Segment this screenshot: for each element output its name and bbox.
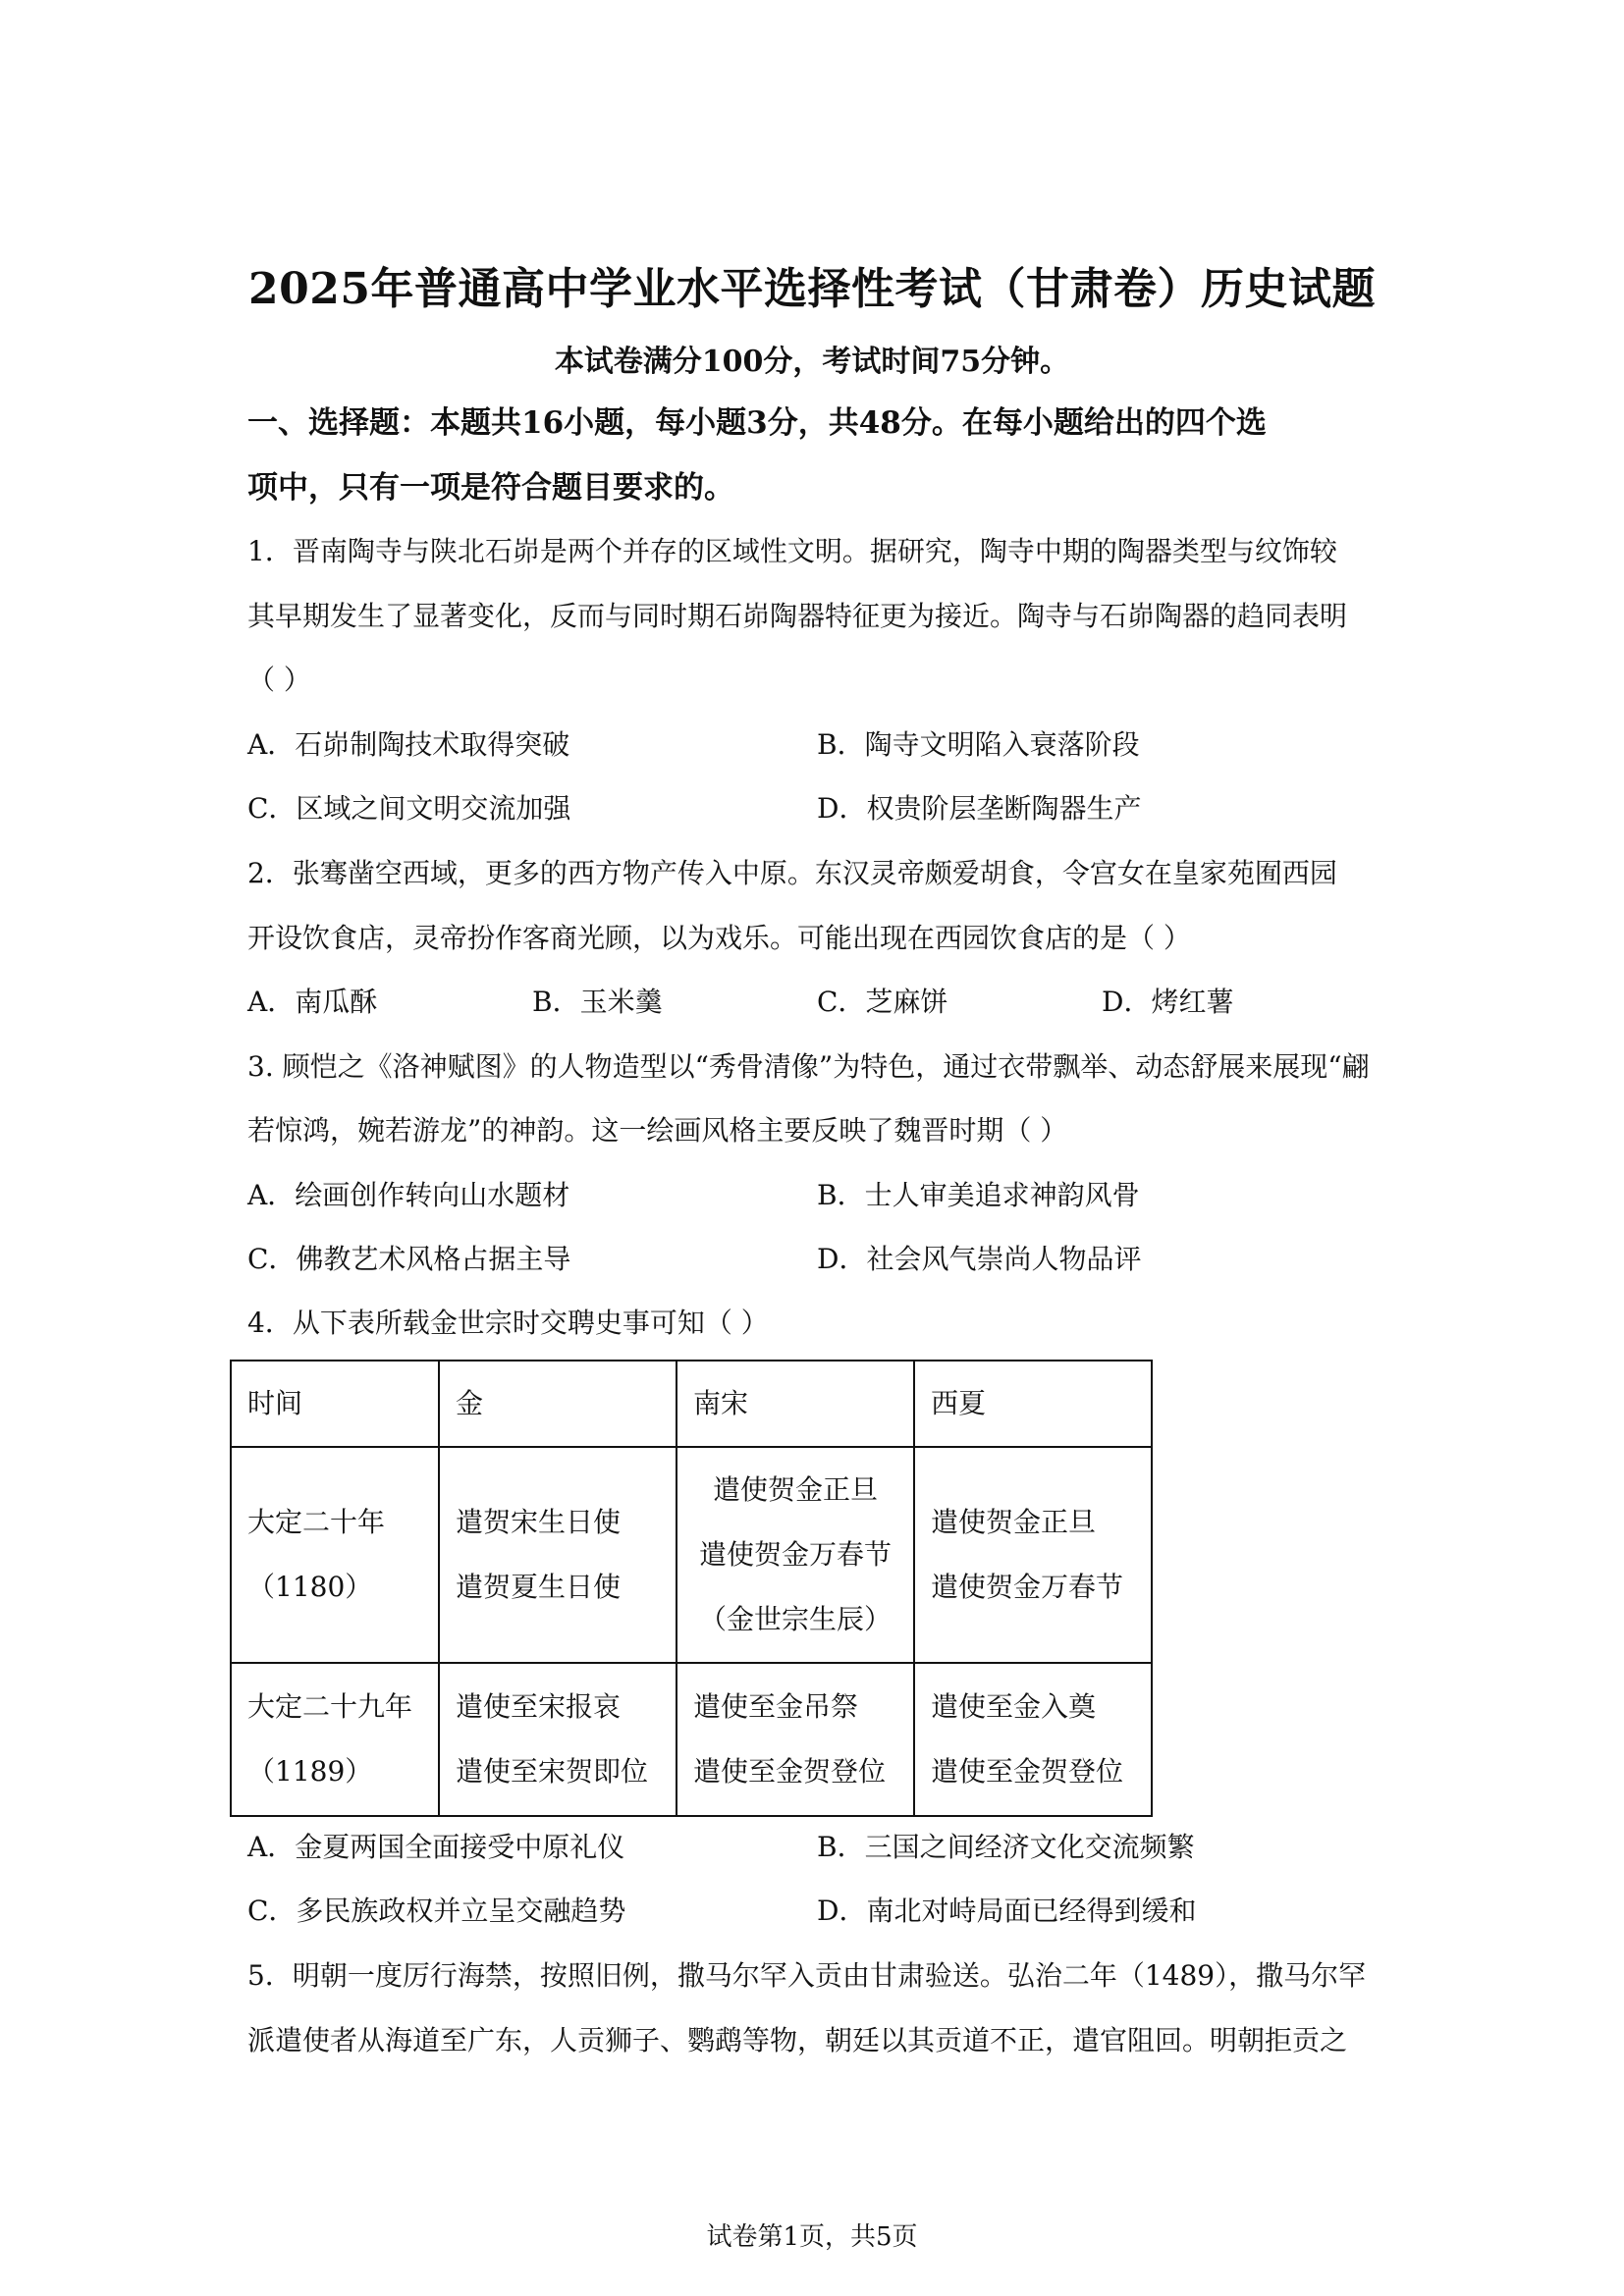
exam-title: 2025年普通高中学业水平选择性考试（甘肃卷）历史试题 <box>248 264 1376 314</box>
cell-line: 遣使至金吊祭 <box>693 1690 859 1723</box>
question-5-line-1: 5．明朝一度厉行海禁，按照旧例，撒马尔罕入贡由甘肃验送。弘治二年（1489），撒马尔罕 <box>247 1959 1367 1992</box>
cell-line: 遣使至金贺登位 <box>931 1755 1124 1788</box>
question-3-option-a: A．绘画创作转向山水题材 <box>247 1179 570 1211</box>
table-header-cell: 南宋 <box>677 1361 914 1447</box>
cell-line: 遣使至金入奠 <box>931 1690 1097 1723</box>
question-1-option-b: B．陶寺文明陷入衰落阶段 <box>817 728 1140 761</box>
question-4-option-a: A．金夏两国全面接受中原礼仪 <box>247 1831 625 1863</box>
question-3-line-1: 3. 顾恺之《洛神赋图》的人物造型以“秀骨清像”为特色，通过衣带飘举、动态舒展来展现“翩 <box>247 1050 1370 1083</box>
question-4-line-1: 4．从下表所载金世宗时交聘史事可知（ ） <box>247 1307 769 1339</box>
cell-line: 遣使贺金万春节 <box>931 1571 1124 1603</box>
section-heading-line-1: 一、选择题：本题共16小题，每小题3分，共48分。在每小题给出的四个选 <box>247 405 1267 441</box>
cell-line: 遣贺夏生日使 <box>456 1571 622 1603</box>
question-3-option-d: D．社会风气崇尚人物品评 <box>817 1243 1142 1275</box>
table-cell <box>439 1663 677 1816</box>
question-4-table <box>230 1360 1153 1817</box>
question-2-option-b: B．玉米羹 <box>532 986 663 1018</box>
question-3-option-c: C．佛教艺术风格占据主导 <box>247 1243 571 1275</box>
cell-line: 大定二十年 <box>247 1506 386 1538</box>
question-4-option-b: B．三国之间经济文化交流频繁 <box>817 1831 1195 1863</box>
table-cell <box>677 1663 914 1816</box>
question-2-option-a: A．南瓜酥 <box>247 986 378 1018</box>
table-row <box>231 1447 1152 1663</box>
question-1-option-c: C．区域之间文明交流加强 <box>247 792 571 825</box>
table-cell <box>231 1663 439 1816</box>
table-cell <box>677 1447 914 1663</box>
section-heading-line-2: 项中，只有一项是符合题目要求的。 <box>247 470 734 506</box>
question-4-option-d: D．南北对峙局面已经得到缓和 <box>817 1895 1197 1927</box>
cell-line: 遣使贺金正旦 <box>712 1473 878 1506</box>
question-1-option-d: D．权贵阶层垄断陶器生产 <box>817 792 1142 825</box>
table-header-cell: 西夏 <box>914 1361 1152 1447</box>
question-3-option-b: B．士人审美追求神韵风骨 <box>817 1179 1140 1211</box>
question-3-line-2: 若惊鸿，婉若游龙”的神韵。这一绘画风格主要反映了魏晋时期（ ） <box>247 1114 1068 1147</box>
cell-line: 遣贺宋生日使 <box>456 1506 622 1538</box>
cell-line: 遣使贺金正旦 <box>931 1506 1097 1538</box>
cell-line: （1189） <box>247 1755 373 1788</box>
cell-line: 遣使至宋贺即位 <box>456 1755 649 1788</box>
cell-line: （金世宗生辰） <box>698 1603 892 1635</box>
question-5-line-2: 派遣使者从海道至广东，人贡狮子、鹦鹉等物，朝廷以其贡道不正，遣官阻回。明朝拒贡之 <box>247 2024 1348 2056</box>
question-2-option-d: D．烤红薯 <box>1102 986 1234 1018</box>
cell-line: 大定二十九年 <box>247 1690 413 1723</box>
cell-line: 遣使至宋报哀 <box>456 1690 622 1723</box>
cell-line: 遣使贺金万春节 <box>698 1538 892 1571</box>
cell-line: （1180） <box>247 1571 373 1603</box>
table-cell <box>231 1447 439 1663</box>
table-header-cell: 金 <box>439 1361 677 1447</box>
question-2-option-c: C．芝麻饼 <box>817 986 948 1018</box>
question-1-option-a: A．石峁制陶技术取得突破 <box>247 728 570 761</box>
cell-line: 遣使至金贺登位 <box>693 1755 887 1788</box>
question-1-line-2: 其早期发生了显著变化，反而与同时期石峁陶器特征更为接近。陶寺与石峁陶器的趋同表明 <box>247 600 1348 632</box>
exam-subtitle: 本试卷满分100分，考试时间75分钟。 <box>554 345 1070 379</box>
table-cell <box>914 1447 1152 1663</box>
question-2-line-1: 2．张骞凿空西域，更多的西方物产传入中原。东汉灵帝颇爱胡食，令宫女在皇家苑囿西园 <box>247 857 1337 889</box>
table-header-cell: 时间 <box>231 1361 439 1447</box>
page-footer: 试卷第1页，共5页 <box>706 2222 918 2252</box>
question-1-line-3: （ ） <box>247 664 311 696</box>
table-cell <box>914 1663 1152 1816</box>
table-row <box>231 1663 1152 1816</box>
question-4-option-c: C．多民族政权并立呈交融趋势 <box>247 1895 626 1927</box>
table-cell <box>439 1447 677 1663</box>
table-header-row <box>231 1361 1152 1447</box>
question-2-line-2: 开设饮食店，灵帝扮作客商光顾，以为戏乐。可能出现在西园饮食店的是（ ） <box>247 922 1191 954</box>
question-1-line-1: 1．晋南陶寺与陕北石峁是两个并存的区域性文明。据研究，陶寺中期的陶器类型与纹饰较 <box>247 535 1337 567</box>
